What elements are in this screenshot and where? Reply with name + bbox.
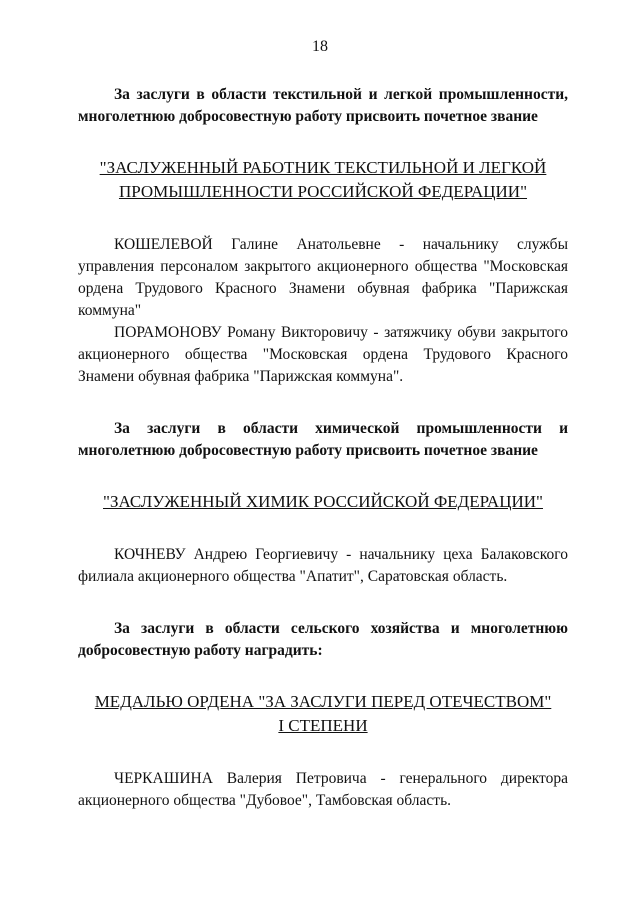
- recipient-entry: ПОРАМОНОВУ Роману Викторовичу - затяжчику обуви закрытого акционерного общества "Московская ордена Трудового Красного Знамени обувная фабрика "Парижская коммуна".: [78, 324, 568, 385]
- award-title-line: "ЗАСЛУЖЕННЫЙ РАБОТНИК ТЕКСТИЛЬНОЙ И ЛЕГКОЙ: [99, 158, 547, 177]
- award-title: [78, 690, 568, 738]
- recipient-entry: КОЧНЕВУ Андрею Георгиевичу - начальнику цеха Балаковского филиала акционерного общества "Апатит", Саратовская область.: [78, 546, 568, 585]
- award-title-line: I СТЕПЕНИ: [278, 716, 368, 735]
- document-body: [78, 84, 568, 812]
- section-intro: За заслуги в области текстильной и легкой промышленности, многолетнюю добросовестную работу присвоить почетное звание: [78, 86, 568, 125]
- award-section-chemistry: [78, 418, 568, 588]
- section-intro: За заслуги в области сельского хозяйства и многолетнюю добросовестную работу наградить:: [78, 620, 568, 659]
- award-title: [78, 156, 568, 204]
- page-number: 18: [312, 38, 328, 55]
- award-title: [78, 490, 568, 514]
- award-title-line: "ЗАСЛУЖЕННЫЙ ХИМИК РОССИЙСКОЙ ФЕДЕРАЦИИ": [103, 492, 543, 511]
- section-intro: За заслуги в области химической промышленности и многолетнюю добросовестную работу присвоить почетное звание: [78, 420, 568, 459]
- award-title-line: МЕДАЛЬЮ ОРДЕНА "ЗА ЗАСЛУГИ ПЕРЕД ОТЕЧЕСТВОМ": [94, 692, 552, 711]
- recipient-entry: ЧЕРКАШИНА Валерия Петровича - генерального директора акционерного общества "Дубовое", Тамбовская область.: [78, 770, 568, 809]
- award-section-textile: [78, 84, 568, 388]
- award-title-line: ПРОМЫШЛЕННОСТИ РОССИЙСКОЙ ФЕДЕРАЦИИ": [118, 182, 528, 201]
- recipient-entry: КОШЕЛЕВОЙ Галине Анатольевне - начальнику службы управления персоналом закрытого акционерного общества "Московская ордена Трудового Красного Знамени обувная фабрика "Парижская коммуна": [78, 236, 568, 319]
- award-section-agriculture: [78, 618, 568, 812]
